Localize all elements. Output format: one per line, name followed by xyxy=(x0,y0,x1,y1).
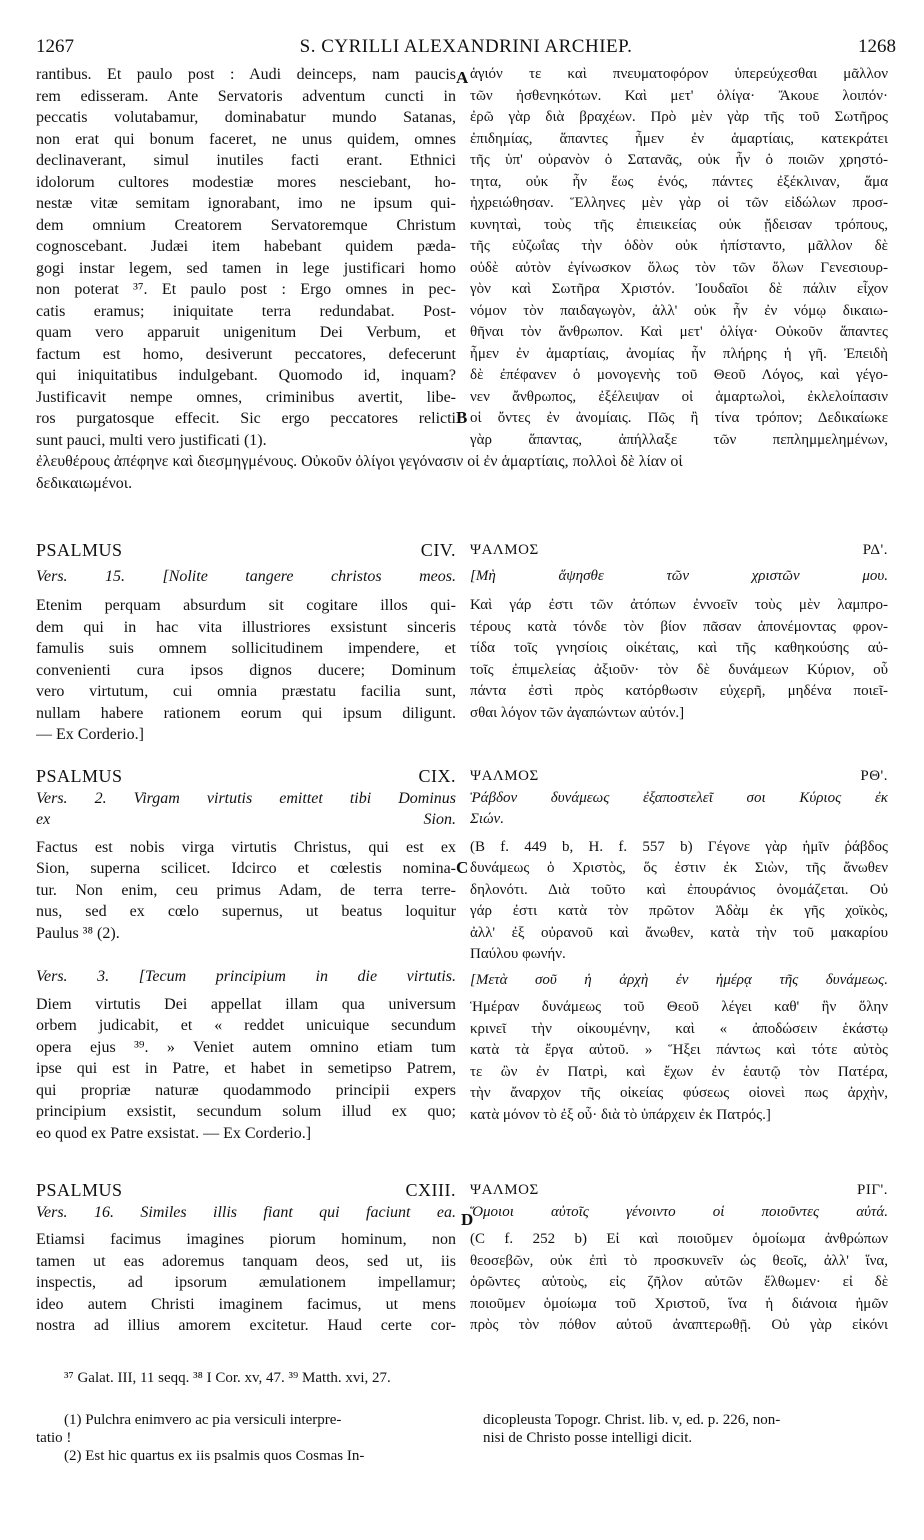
greek-line: τε ὢν ἐν Πατρὶ, καὶ ἔχων ἐν ἑαυτῷ τὸν Πατέρα, xyxy=(470,1063,888,1080)
greek-line: Ἡμέραν δυνάμεως τοῦ Θεοῦ λέγει καθ' ἣν ὅλην xyxy=(470,999,888,1015)
greek-line: πρὸς τὸν πόθον αὐτοῦ ἀναπτερωθῇ. Οὐ γὰρ εἰκόνι xyxy=(470,1317,888,1333)
latin-line: qui iniquitatibus indulgebant. Quomodo id, inquam? xyxy=(36,367,456,384)
running-header xyxy=(36,36,896,58)
greek-line: ἁγιόν τε καὶ πνευματοφόρον ὑπερεύχεσθαι μᾶλλον xyxy=(470,66,888,82)
latin-line: rem edisseram. Ante Servatoris adventum cuncti in xyxy=(36,87,456,105)
psalm104-latin-verse: Vers. 15. [Nolite tangere christos meos. xyxy=(36,567,456,585)
greek-line: (B f. 449 b, H. f. 557 b) Γέγονε γὰρ ἡμῖν ῥάβδος xyxy=(470,838,888,855)
running-title: S. CYRILLI ALEXANDRINI ARCHIEP. xyxy=(299,36,633,57)
page-number-right: 1268 xyxy=(858,36,896,57)
footnote-2-cont-b: nisi de Christo posse intelligi dicit. xyxy=(483,1430,693,1446)
latin-line: factum est homo, desiverunt peccatores, defecerunt xyxy=(36,345,456,363)
greek-line: δυνάμεως ὁ Χριστὸς, ὅς ἐστιν ἐκ Σιὼν, τῆς ἄνωθεν xyxy=(470,860,888,876)
latin-line: rantibus. Et paulo post : Audi deinceps, nam paucis xyxy=(36,66,456,83)
latin-line: Etenim perquam absurdum sit cogitare illos qui- xyxy=(36,597,456,614)
greek-line: τίδα τοῖς γνησίοις οἰκέταις, καὶ τῆς καθηκούσης αὐ- xyxy=(470,640,888,656)
latin-line: inspectis, ad ipsorum æmulationem impellamur; xyxy=(36,1274,456,1291)
greek-line: τῆς εὐζωΐας τὴν ὁδὸν οὐκ ἠπίσταντο, μᾶλλον δὲ xyxy=(470,238,888,254)
footnote-2: (2) Est hic quartus ex iis psalmis quos Cosmas In- xyxy=(64,1448,365,1464)
latin-line: qui propriæ naturæ quodammodo principii expers xyxy=(36,1081,456,1099)
latin-line: — Ex Corderio.] xyxy=(36,726,144,743)
latin-line: tamen ut eas adoremus tanquam deos, sed ut, iis xyxy=(36,1252,456,1270)
latin-line: Justificavit nempe omnes, criminibus avertit, libe- xyxy=(36,388,456,406)
psalm113-latin-heading: PSALMUS CXIII. xyxy=(36,1180,456,1200)
greek-line: γὰρ ἅπαντας, ἀπήλλαξε τῶν πεπλημμελημένων, xyxy=(470,431,888,448)
latin-line: ipse qui est in Patre, et habet in semetipso Patrem, xyxy=(36,1060,456,1077)
latin-line: dem omnium Creatorem Servatoremque Christum xyxy=(36,216,456,234)
latin-line: nus, sed ex cœlo supernus, ut beatus loquitur xyxy=(36,903,456,920)
spanning-lines xyxy=(36,451,888,494)
latin-line: declinaverant, simul inutiles facti erant. Ethnici xyxy=(36,152,456,169)
psalm113-greek-verse: Ὅμοιοι αὐτοῖς γένοιντο οἱ ποιοῦντες αὐτά. xyxy=(470,1203,888,1220)
psalm109-latin-heading: PSALMUS CIX. xyxy=(36,766,456,786)
greek-line: ἀλλ' ἐξ οὐρανοῦ καὶ ἄνωθεν, κατὰ τὴν τοῦ μακαρίου xyxy=(470,924,888,941)
greek-line: νεν ἄνθρωπος, ἐξέλειψαν οἱ ἁμαρτωλοὶ, ἐκλελοίπασιν xyxy=(470,388,888,405)
greek-line: τητα, οὐκ ἦν ἕως ἑνός, πάντες ἐξέκλιναν, ἅμα xyxy=(470,173,888,190)
greek-line: τὴν ἄναρχον τῆς οἰκείας φύσεως οἱονεὶ πως ἀρχὴν, xyxy=(470,1085,888,1101)
psalm113-greek xyxy=(470,1180,888,1337)
footnote-2-cont-a: dicopleusta Topogr. Christ. lib. v, ed. p. 226, non- xyxy=(483,1412,781,1428)
latin-line: Diem virtutis Dei appellat illam qua universum xyxy=(36,995,456,1013)
latin-line: convenienti cura ipsos dignos ducere; Dominum xyxy=(36,661,456,679)
greek-column-top xyxy=(470,64,888,451)
spanning-line: ἐλευθέρους ἀπέφηνε καὶ διεσμηγμένους. Οὐκοῦν ὀλίγοι γεγόνασιν οἱ ἐν ἁμαρτίαις, πολλοὶ δὲ λίαν οἱ xyxy=(36,453,683,470)
latin-line: principium exsistit, secundum solum illud ex quo; xyxy=(36,1103,456,1120)
greek-line: γὸν καὶ Σωτῆρα Χριστόν. Ἰουδαῖοι δὲ πάλιν εἶχον xyxy=(470,281,888,297)
footnote-1-line-b: tatio ! xyxy=(36,1430,72,1446)
greek-line: οἱ ὄντες ἐν ἀνομίαις. Πῶς ἢ τίνα τρόπον; Δεδικαίωκε xyxy=(470,410,888,426)
latin-line: non poterat ³⁷. Et paulo post : Ergo omnes in pec- xyxy=(36,281,456,298)
psalm109-latin-verse-1: Vers. 2. Virgam virtutis emittet tibi Dominus xyxy=(36,789,456,807)
greek-line: νόμον τὸν παιδαγωγὸν, ἀλλ' οὐκ ἦν ἐν νόμῳ δικαιω- xyxy=(470,302,888,319)
latin-line: non erat qui bonum faceret, ne unus quidem, omnes xyxy=(36,130,456,148)
psalm104-greek-verse: [Μὴ ἅψησθε τῶν χριστῶν μου. xyxy=(470,567,888,584)
latin-line: orbem judicabit, et « reddet unicuique secundum xyxy=(36,1017,456,1034)
greek-line: γάρ ἐστι κατὰ τὸν πρῶτον Ἀδὰμ ἐκ γῆς χοϊκὸς, xyxy=(470,903,888,919)
latin-line: dem qui in hac vita illustriores exsistunt sinceris xyxy=(36,618,456,636)
greek-line: ἦμεν ἐν ἁμαρτίαις, ἀνομίας ἦν πλήρης ἡ γῆ. Ἐπειδὴ xyxy=(470,345,888,362)
latin-line: peccatis volutabamur, dominabatur mundo Satanas, xyxy=(36,109,456,126)
psalm104-latin-heading: PSALMUS CIV. xyxy=(36,540,456,560)
latin-line: catis eramus; iniquitate terra redundabat. Post- xyxy=(36,302,456,320)
latin-line: Factus est nobis virga virtutis Christus, qui est ex xyxy=(36,838,456,856)
psalm109-latin-verse3: Vers. 3. [Tecum principium in die virtutis. xyxy=(36,968,456,985)
greek-line: ὁρῶντες αὐτοὺς, εἰς ζῆλον αὐτῶν ἔλθωμεν· εἰ δὲ xyxy=(470,1274,888,1290)
latin-line: sunt pauci, multi vero justificati (1). xyxy=(36,431,267,449)
psalm104-latin xyxy=(36,540,456,746)
psalm113-latin xyxy=(36,1180,456,1337)
latin-line: opera ejus ³⁹. » Veniet autem omnino etiam tum xyxy=(36,1038,456,1056)
margin-marker-b: B xyxy=(456,408,468,427)
greek-line: πάντα ἐστὶ πρὸς κατόρθωσιν εὐχερῆ, μηδένα ποιεῖ- xyxy=(470,683,888,699)
margin-marker-d: D xyxy=(461,1210,474,1229)
spanning-line: δεδικαιωμένοι. xyxy=(36,474,133,492)
margin-marker-c: C xyxy=(456,858,469,877)
greek-line: ἐπιδημίας, ἅπαντες ἦμεν ἐν ἁμαρτίαις, κατεκράτει xyxy=(470,130,888,147)
footnote-references: ³⁷ Galat. III, 11 seqq. ³⁸ I Cor. xv, 47. ³⁹ Matth. xvi, 27. xyxy=(64,1370,391,1386)
greek-line: ποιοῦμεν ὁμοίωμα τοῦ Χριστοῦ, ἵνα ἡ διάνοια ἡμῶν xyxy=(470,1295,888,1312)
greek-line: κρινεῖ τὴν οἰκουμένην, καὶ « ἀποδώσειν ἑκάστῳ xyxy=(470,1020,888,1037)
psalm113-greek-text xyxy=(470,1229,888,1337)
psalm109-latin-text3 xyxy=(36,994,456,1145)
psalm109-latin-text xyxy=(36,837,456,945)
latin-line: gogi instar legem, sed tamen in lege justificari homo xyxy=(36,259,456,277)
greek-line: Παύλου φωνήν. xyxy=(470,946,566,962)
greek-line: τῶν ἠσθενηκότων. Καὶ μετ' ὀλίγα· Ἄκουε λοιπόν· xyxy=(470,87,888,104)
latin-column-top xyxy=(36,64,456,451)
latin-line: Etiamsi facimus imagines piorum hominum, non xyxy=(36,1231,456,1248)
psalm109-greek xyxy=(470,766,888,1126)
latin-line: vero virtutum, cui omnia præstatu facilia sunt, xyxy=(36,683,456,700)
psalm113-latin-verse: Vers. 16. Similes illis fiant qui faciunt ea. xyxy=(36,1203,456,1221)
greek-line: δηλονότι. Διὰ τοῦτο καὶ ἐπουράνιος ὀνομάζεται. Οὐ xyxy=(470,881,888,898)
latin-line: eo quod ex Patre exsistat. — Ex Corderio.] xyxy=(36,1124,312,1142)
psalm104-latin-text xyxy=(36,595,456,746)
greek-line: (C f. 252 b) Εἰ καὶ ποιοῦμεν ὁμοίωμα ἀνθρώπων xyxy=(470,1231,888,1247)
latin-line: nestæ vitæ semitam ignorabant, imo ne ipsum qui- xyxy=(36,195,456,212)
psalm104-greek-heading: ΨΑΛΜΟΣ ΡΔ'. xyxy=(470,542,888,558)
psalm109-latin xyxy=(36,766,456,1144)
footnote-1-line-a: (1) Pulchra enimvero ac pia versiculi interpre- xyxy=(64,1412,342,1428)
greek-line: ἠχρειώθησαν. Ἕλληνες μὲν γὰρ οἱ τῶν εἰδώλων προσ- xyxy=(470,195,888,211)
greek-line: οὐδὲ αὐτὸν ἐγίνωσκον ὅλως τὸν τῶν ὅλων Γενεσιουρ- xyxy=(470,259,888,276)
psalm109-greek-verse-1: Ῥάβδον δυνάμεως ἐξαποστελεῖ σοι Κύριος ἐκ xyxy=(470,789,888,806)
greek-line: ἐρῶ γὰρ διὰ βραχέων. Πρὸ μὲν γὰρ τῆς τοῦ Σωτῆρος xyxy=(470,109,888,125)
greek-line: τῆς ὑπ' οὐρανὸν ὁ Σατανᾶς, οὐκ ἦν ὁ ποιῶν χρηστό- xyxy=(470,152,888,168)
latin-line: quam vero apparuit unigenitum Dei Verbum, et xyxy=(36,324,456,341)
greek-line: Καὶ γάρ ἐστι τῶν ἀτόπων ἐννοεῖν τοὺς μὲν λαμπρο- xyxy=(470,597,888,613)
latin-line: idolorum cultores modestiæ mores nesciebant, ho- xyxy=(36,173,456,191)
latin-line: ideo autem Christi imaginem facimus, ut mens xyxy=(36,1295,456,1313)
greek-line: θῆναι τὸν ἄνθρωπον. Καὶ μετ' ὀλίγα· Οὐκοῦν ἅπαντες xyxy=(470,324,888,340)
latin-line: nostra ad illius amorem excitetur. Haud certe cor- xyxy=(36,1317,456,1334)
latin-line: ros purgatosque effecit. Sic ergo peccatores relicti xyxy=(36,410,456,427)
greek-line: κυνηταὶ, τοὺς τῆς ἐπιεικείας οὐκ ᾔδεισαν τρόπους, xyxy=(470,216,888,233)
psalm104-greek xyxy=(470,540,888,724)
latin-line: famulis suis omnem sollicitudinem impendere, et xyxy=(36,640,456,657)
psalm109-greek-text xyxy=(470,837,888,966)
latin-line: nullam habere rationem eorum qui ipsum diligunt. xyxy=(36,704,456,722)
greek-line: δὲ ἐπέφανεν ὁ μονογενὴς τοῦ Θεοῦ Λόγος, καὶ γέγο- xyxy=(470,367,888,383)
latin-line: tur. Non enim, ceu primus Adam, de terra terre- xyxy=(36,881,456,899)
greek-line: σθαι λόγον τῶν ἀγαπώντων αὐτόν.] xyxy=(470,704,685,721)
psalm109-latin-verse-2: ex Sion. xyxy=(36,811,456,828)
page-number-left: 1267 xyxy=(36,36,74,57)
psalm109-greek-heading: ΨΑΛΜΟΣ ΡΘ'. xyxy=(470,768,888,784)
psalm113-latin-text xyxy=(36,1229,456,1337)
psalm109-greek-verse3: [Μετὰ σοῦ ἡ ἀρχὴ ἐν ἡμέρᾳ τῆς δυνάμεως. xyxy=(470,971,888,988)
margin-marker-a: A xyxy=(456,68,469,87)
greek-line: κατὰ τὰ ἔργα αὐτοῦ. » Ἥξει πάντως καὶ τότε αὐτὸς xyxy=(470,1042,888,1058)
psalm104-greek-text xyxy=(470,595,888,724)
latin-line: cognoscebant. Judæi item habebant quidem pæda- xyxy=(36,238,456,255)
greek-line: τοῖς ἐπιμελείας ἀξιοῦν· τὸν δὲ δυνάμεων Κύριον, οὗ xyxy=(470,661,888,678)
greek-line: κατὰ μόνον τὸ ἐξ οὗ· διὰ τὸ ὑπάρχειν ἐκ Πατρός.] xyxy=(470,1106,771,1123)
latin-line: Sion, superna scilicet. Idcirco et cœlestis nomina- xyxy=(36,860,456,877)
greek-line: τέρους κατὰ τόνδε τὸν βίον πᾶσαν ἀπονέμοντας φρον- xyxy=(470,618,888,635)
latin-line: Paulus ³⁸ (2). xyxy=(36,924,120,942)
psalm109-greek-text3 xyxy=(470,997,888,1126)
psalm113-greek-heading: ΨΑΛΜΟΣ ΡΙΓ'. xyxy=(470,1182,888,1198)
greek-line: θεοσεβῶν, οὐκ ἐπὶ τὸ προσκυνεῖν ὡς θεοῖς, ἀλλ' ἵνα, xyxy=(470,1252,888,1269)
psalm109-greek-verse-2: Σιών. xyxy=(470,811,504,827)
